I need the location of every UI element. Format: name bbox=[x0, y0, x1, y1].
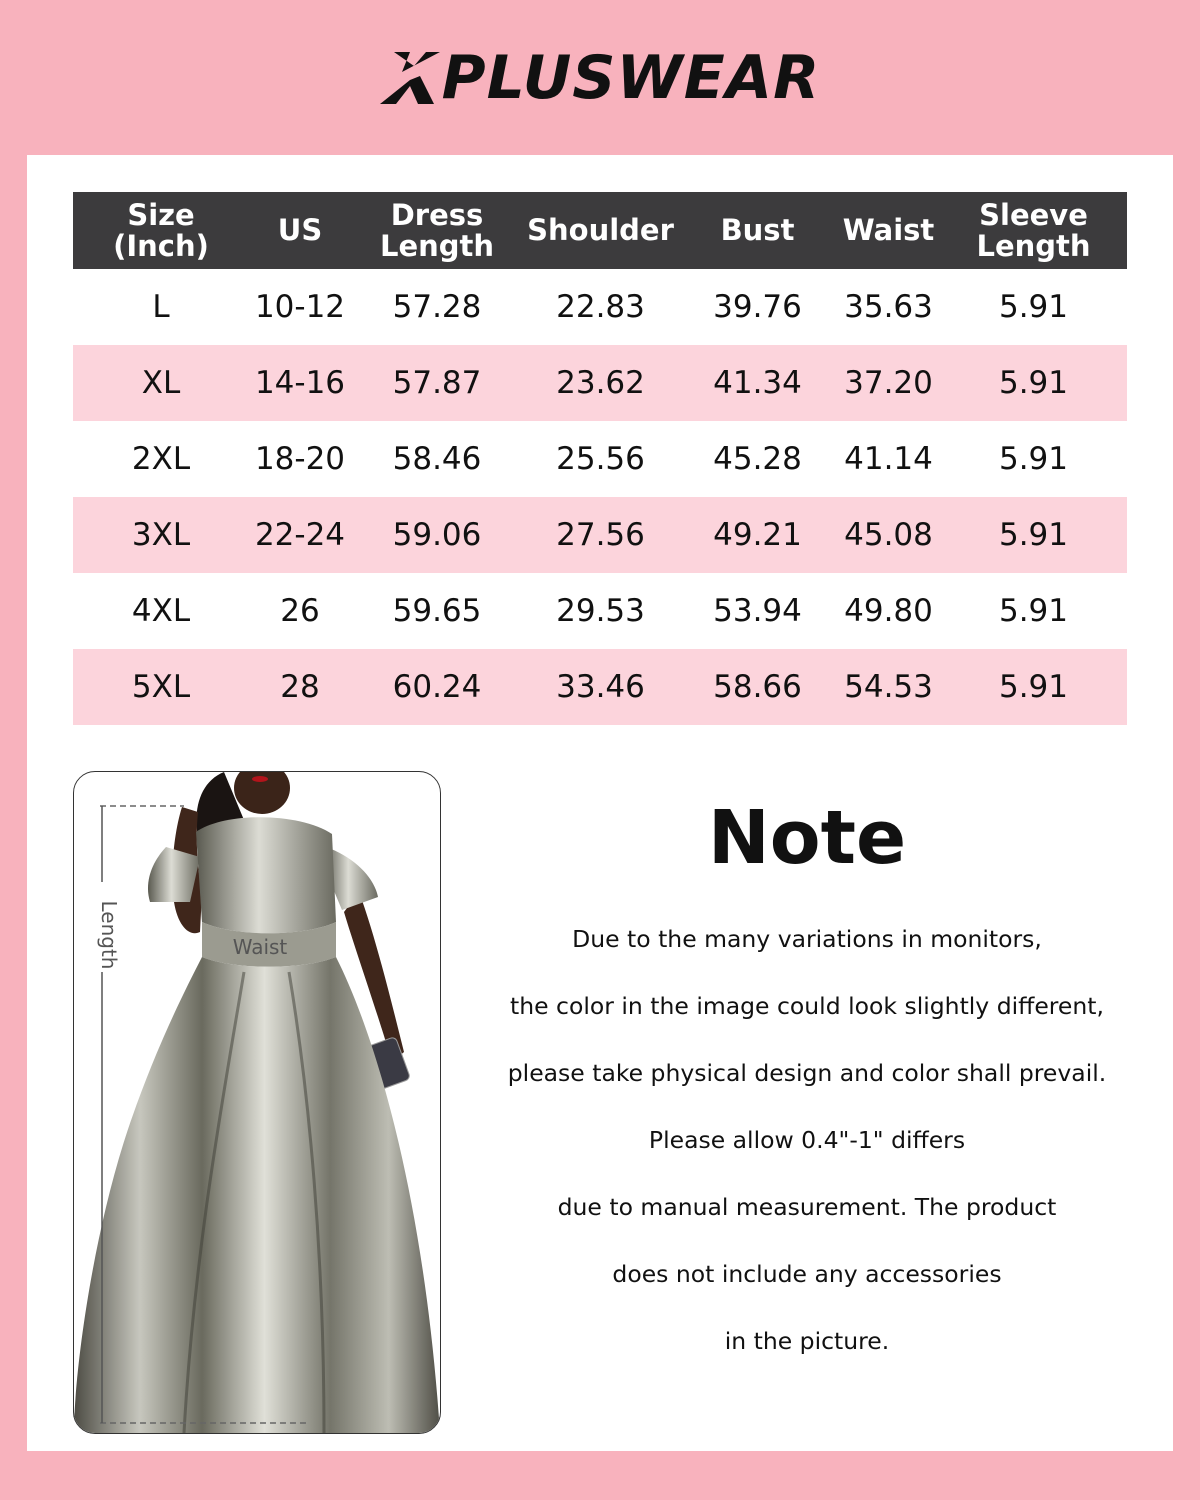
column-header-text: Length bbox=[976, 228, 1091, 263]
column-header bbox=[940, 192, 1127, 269]
table-cell: 57.28 bbox=[392, 289, 482, 325]
column-header bbox=[73, 192, 249, 269]
table-cell: 59.06 bbox=[351, 497, 523, 573]
note-line: the color in the image could look slightly different, bbox=[510, 992, 1104, 1020]
x-logo-icon bbox=[380, 52, 440, 104]
table-row bbox=[73, 345, 1127, 421]
column-header-text: Length bbox=[379, 228, 495, 263]
column-header-text: US bbox=[277, 213, 323, 247]
column-header bbox=[351, 192, 523, 269]
table-cell: 22.83 bbox=[556, 289, 645, 325]
column-header-text: Bust bbox=[720, 213, 795, 247]
brand-logo bbox=[0, 40, 1200, 116]
table-cell: 3XL bbox=[73, 497, 249, 573]
note-line: Due to the many variations in monitors, bbox=[572, 925, 1042, 953]
table-cell: 41.34 bbox=[678, 345, 837, 421]
column-header bbox=[523, 192, 678, 269]
table-cell: 14-16 bbox=[249, 345, 351, 421]
table-cell: 5.91 bbox=[998, 593, 1069, 629]
table-cell: 4XL bbox=[131, 593, 191, 629]
table-cell: 60.24 bbox=[351, 649, 523, 725]
column-header bbox=[249, 192, 351, 269]
table-cell: 49.21 bbox=[678, 497, 837, 573]
table-cell: 58.66 bbox=[678, 649, 837, 725]
table-cell: 54.53 bbox=[837, 649, 940, 725]
column-header bbox=[837, 192, 940, 269]
table-cell: 10-12 bbox=[254, 289, 346, 325]
table-cell: 45.08 bbox=[837, 497, 940, 573]
lips-shape bbox=[252, 776, 268, 782]
table-cell: 23.62 bbox=[523, 345, 678, 421]
table-cell: 25.56 bbox=[556, 441, 645, 477]
table-cell: 45.28 bbox=[713, 441, 802, 477]
table-cell: 5.91 bbox=[940, 345, 1127, 421]
table-cell: 5XL bbox=[73, 649, 249, 725]
dress-bodice bbox=[196, 817, 336, 933]
column-header-text: Shoulder bbox=[527, 213, 674, 247]
table-cell: 59.65 bbox=[392, 593, 482, 629]
table-cell: 5.91 bbox=[940, 497, 1127, 573]
table-row bbox=[73, 269, 1127, 345]
column-header-text: Sleeve bbox=[979, 197, 1088, 232]
table-row bbox=[73, 649, 1127, 725]
brand-name: PLUSWEAR bbox=[441, 43, 821, 113]
table-cell: 57.87 bbox=[351, 345, 523, 421]
table-cell: 22-24 bbox=[249, 497, 351, 573]
column-header-text: (Inch) bbox=[113, 228, 209, 263]
table-cell: 39.76 bbox=[713, 289, 802, 325]
product-photo bbox=[73, 771, 441, 1434]
table-cell: 5.91 bbox=[940, 649, 1127, 725]
table-row bbox=[73, 421, 1127, 497]
table-cell: 49.80 bbox=[844, 593, 933, 629]
table-cell: 5.91 bbox=[998, 441, 1069, 477]
note-title: Note bbox=[707, 795, 907, 881]
table-cell: 2XL bbox=[131, 441, 191, 477]
table-cell: 18-20 bbox=[254, 441, 346, 477]
table-cell: 53.94 bbox=[713, 593, 802, 629]
size-chart-card bbox=[27, 155, 1173, 1451]
note-line: does not include any accessories bbox=[612, 1260, 1002, 1288]
table-cell: L bbox=[152, 289, 170, 325]
table-cell: XL bbox=[73, 345, 249, 421]
table-cell: 28 bbox=[249, 649, 351, 725]
table-header-row bbox=[73, 192, 1127, 269]
note-line: in the picture. bbox=[724, 1327, 890, 1355]
note-line: please take physical design and color shall prevail. bbox=[507, 1059, 1107, 1087]
column-header bbox=[678, 192, 837, 269]
table-cell: 35.63 bbox=[844, 289, 933, 325]
table-cell: 58.46 bbox=[392, 441, 482, 477]
table-cell: 41.14 bbox=[844, 441, 933, 477]
table-cell: 29.53 bbox=[556, 593, 645, 629]
waist-label: Waist bbox=[232, 935, 288, 959]
note-line: due to manual measurement. The product bbox=[557, 1193, 1057, 1221]
table-cell: 26 bbox=[280, 593, 320, 629]
dress-illustration bbox=[74, 772, 440, 1433]
column-header-text: Size bbox=[127, 197, 195, 232]
table-cell: 27.56 bbox=[523, 497, 678, 573]
table-cell: 5.91 bbox=[998, 289, 1069, 325]
table-cell: 33.46 bbox=[523, 649, 678, 725]
table-row bbox=[73, 497, 1127, 573]
note-text bbox=[477, 923, 1137, 1392]
column-header-text: Dress bbox=[390, 197, 484, 232]
table-cell: 37.20 bbox=[837, 345, 940, 421]
length-label: Length bbox=[97, 900, 121, 970]
size-table bbox=[73, 192, 1127, 725]
column-header-text: Waist bbox=[842, 213, 935, 247]
table-row bbox=[73, 573, 1127, 649]
note-line: Please allow 0.4"-1" differs bbox=[648, 1126, 966, 1154]
table-body bbox=[73, 269, 1127, 725]
